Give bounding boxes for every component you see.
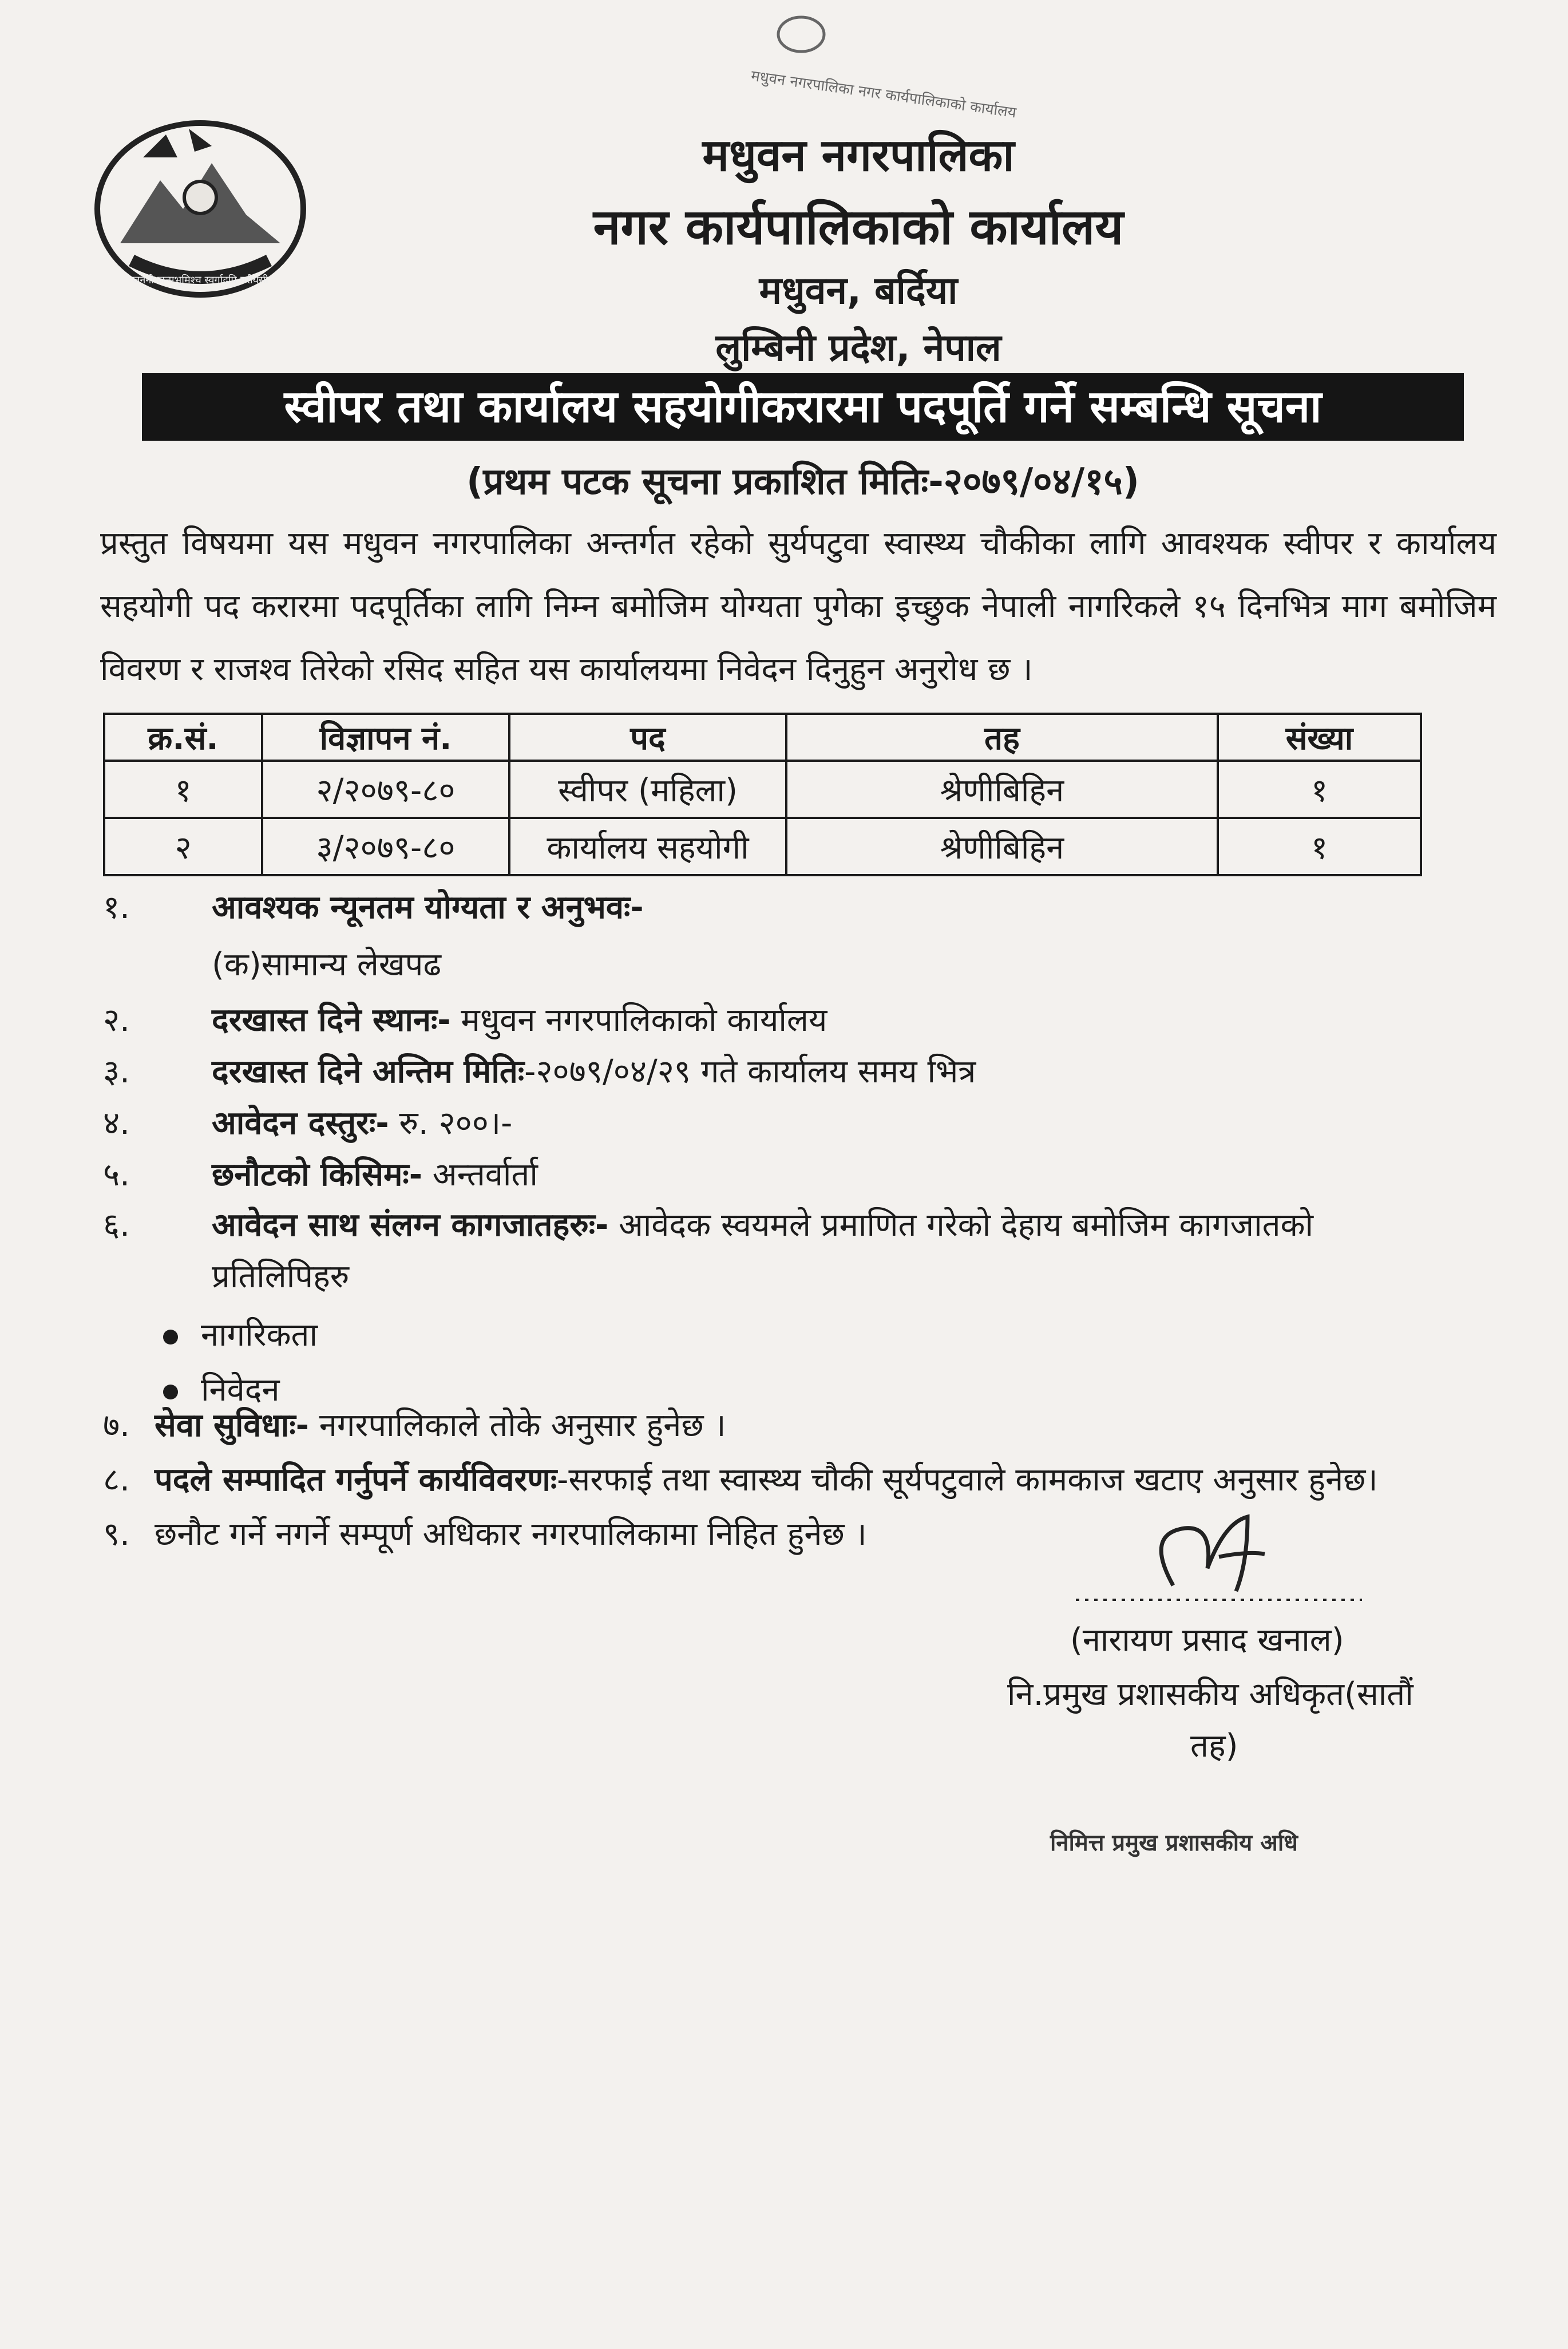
item-number: ७.: [103, 1407, 130, 1444]
item-number: ९.: [103, 1516, 130, 1553]
col-count: संख्या: [1218, 714, 1421, 761]
cell-count: १: [1218, 761, 1421, 818]
item-label: आवेदन दस्तुरः-: [212, 1105, 389, 1142]
signature-icon: [1076, 1500, 1373, 1614]
item-value: छनौट गर्ने नगर्ने सम्पूर्ण अधिकार नगरपालिकामा निहित हुनेछ ।: [155, 1516, 867, 1553]
col-serial: क्र.सं.: [104, 714, 262, 761]
list-item: [103, 1457, 1378, 1500]
vacancy-table: [103, 713, 1422, 876]
list-item: [163, 1312, 318, 1355]
cell-count: १: [1218, 818, 1421, 875]
bullet-text: निवेदन: [201, 1371, 280, 1409]
item-number: ३.: [103, 1053, 130, 1090]
col-post: पद: [509, 714, 786, 761]
signatory-name: (नारायण प्रसाद खनाल): [1070, 1622, 1344, 1659]
bullet-text: नागरिकता: [201, 1316, 318, 1354]
svg-text:जननी जन्मभूमिश्च स्वर्गादपि गर: जननी जन्मभूमिश्च स्वर्गादपि गरीयसी: [132, 274, 268, 286]
item-number: ८.: [103, 1461, 130, 1498]
cell-serial: २: [104, 818, 262, 875]
item-label: पदले सम्पादित गर्नुपर्ने कार्यविवरणः: [155, 1461, 557, 1498]
svg-text:मधुवन नगरपालिका नगर कार्यपालिक: मधुवन नगरपालिका नगर कार्यपालिकाको कार्यालय: [750, 67, 1017, 122]
bullet-icon: [163, 1385, 178, 1399]
office-address: मधुवन, बर्दिया: [759, 268, 958, 313]
cell-ad-number: ३/२०७९-८०: [262, 818, 509, 875]
notice-title: स्वीपर तथा कार्यालय सहयोगीकरारमा पदपूर्ति गर्ने सम्बन्धि सूचना: [142, 373, 1464, 441]
municipality-name: मधुवन नगरपालिका: [702, 130, 1015, 181]
cell-post: स्वीपर (महिला): [509, 761, 786, 818]
item-value: -२०७९/०४/२९ गते कार्यालय समय भित्र: [524, 1053, 976, 1090]
notice-body: प्रस्तुत विषयमा यस मधुवन नगरपालिका अन्तर्गत रहेको सुर्यपटुवा स्वास्थ्य चौकीका लागि आवश्यक स्वीपर र कार्यालय सहयोगी पद करारमा पदपूर्तिका लागि निम्न बमोजिम योग्यता पुगेका इच्छुक नेपाली नागरिकले १५ दिनभित्र माग बमोजिम विवरण र राजश्व तिरेको रसिद सहित यस कार्यालयमा निवेदन दिनुहुन अनुरोध छ ।: [100, 525, 1496, 688]
list-item: [103, 997, 827, 1041]
government-emblem-icon: [80, 112, 320, 318]
item-value: मधुवन नगरपालिकाको कार्यालय: [450, 1002, 827, 1039]
item-value: आवेदक स्वयमले प्रमाणित गरेको देहाय बमोजिम कागजातको: [608, 1207, 1314, 1244]
item-number: १.: [103, 889, 130, 926]
item-number: ५.: [103, 1156, 130, 1193]
item-number: ४.: [103, 1105, 130, 1142]
item6-continuation: प्रतिलिपिहरु: [212, 1258, 350, 1295]
item-number: ६.: [103, 1207, 130, 1244]
list-item: [103, 884, 644, 928]
cell-level: श्रेणीबिहिन: [786, 761, 1218, 818]
bullet-icon: [163, 1330, 178, 1344]
list-item: [103, 1402, 726, 1446]
office-name: नगर कार्यपालिकाको कार्यालय: [593, 199, 1124, 256]
signatory-title-continuation: तह): [1190, 1727, 1238, 1765]
col-level: तह: [786, 714, 1218, 761]
list-item: [103, 1100, 512, 1144]
item-value: -सरफाई तथा स्वास्थ्य चौकी सूर्यपटुवाले कामकाज खटाए अनुसार हुनेछ।: [557, 1461, 1378, 1498]
item-label: छनौटको किसिमः-: [212, 1156, 422, 1193]
publish-date: (प्रथम पटक सूचना प्रकाशित मितिः-२०७९/०४/१५): [466, 461, 1140, 503]
list-item: [103, 1511, 867, 1555]
officer-stamp: निमित्त प्रमुख प्रशासकीय अधि: [1050, 1830, 1298, 1856]
list-item: [103, 1152, 538, 1195]
table-header-row: [104, 714, 1421, 761]
list-item: [103, 1049, 976, 1092]
cell-level: श्रेणीबिहिन: [786, 818, 1218, 875]
office-province: लुम्बिनी प्रदेश, नेपाल: [715, 326, 1001, 370]
table-row: [104, 761, 1421, 818]
item-label: सेवा सुविधाः-: [155, 1407, 309, 1444]
cell-post: कार्यालय सहयोगी: [509, 818, 786, 875]
signatory-title: नि.प्रमुख प्रशासकीय अधिकृत(सातौं: [1007, 1676, 1413, 1713]
list-item: [103, 1202, 1313, 1245]
item-label: दरखास्त दिने अन्तिम मितिः: [212, 1053, 525, 1090]
item-value: अन्तर्वार्ता: [422, 1156, 538, 1193]
item-label: आवेदन साथ संलग्न कागजातहरुः-: [212, 1207, 609, 1244]
table-row: [104, 818, 1421, 875]
item-value: रु. २००।-: [389, 1105, 513, 1142]
cell-ad-number: २/२०७९-८०: [262, 761, 509, 818]
item-value: नगरपालिकाले तोके अनुसार हुनेछ ।: [309, 1407, 726, 1444]
item-number: २.: [103, 1002, 130, 1039]
item-label: आवश्यक न्यूनतम योग्यता र अनुभवः-: [212, 889, 644, 926]
item-label: दरखास्त दिने स्थानः-: [212, 1002, 451, 1039]
item1-sub: (क)सामान्य लेखपढ: [212, 946, 441, 983]
cell-serial: १: [104, 761, 262, 818]
col-ad-number: विज्ञापन नं.: [262, 714, 509, 761]
